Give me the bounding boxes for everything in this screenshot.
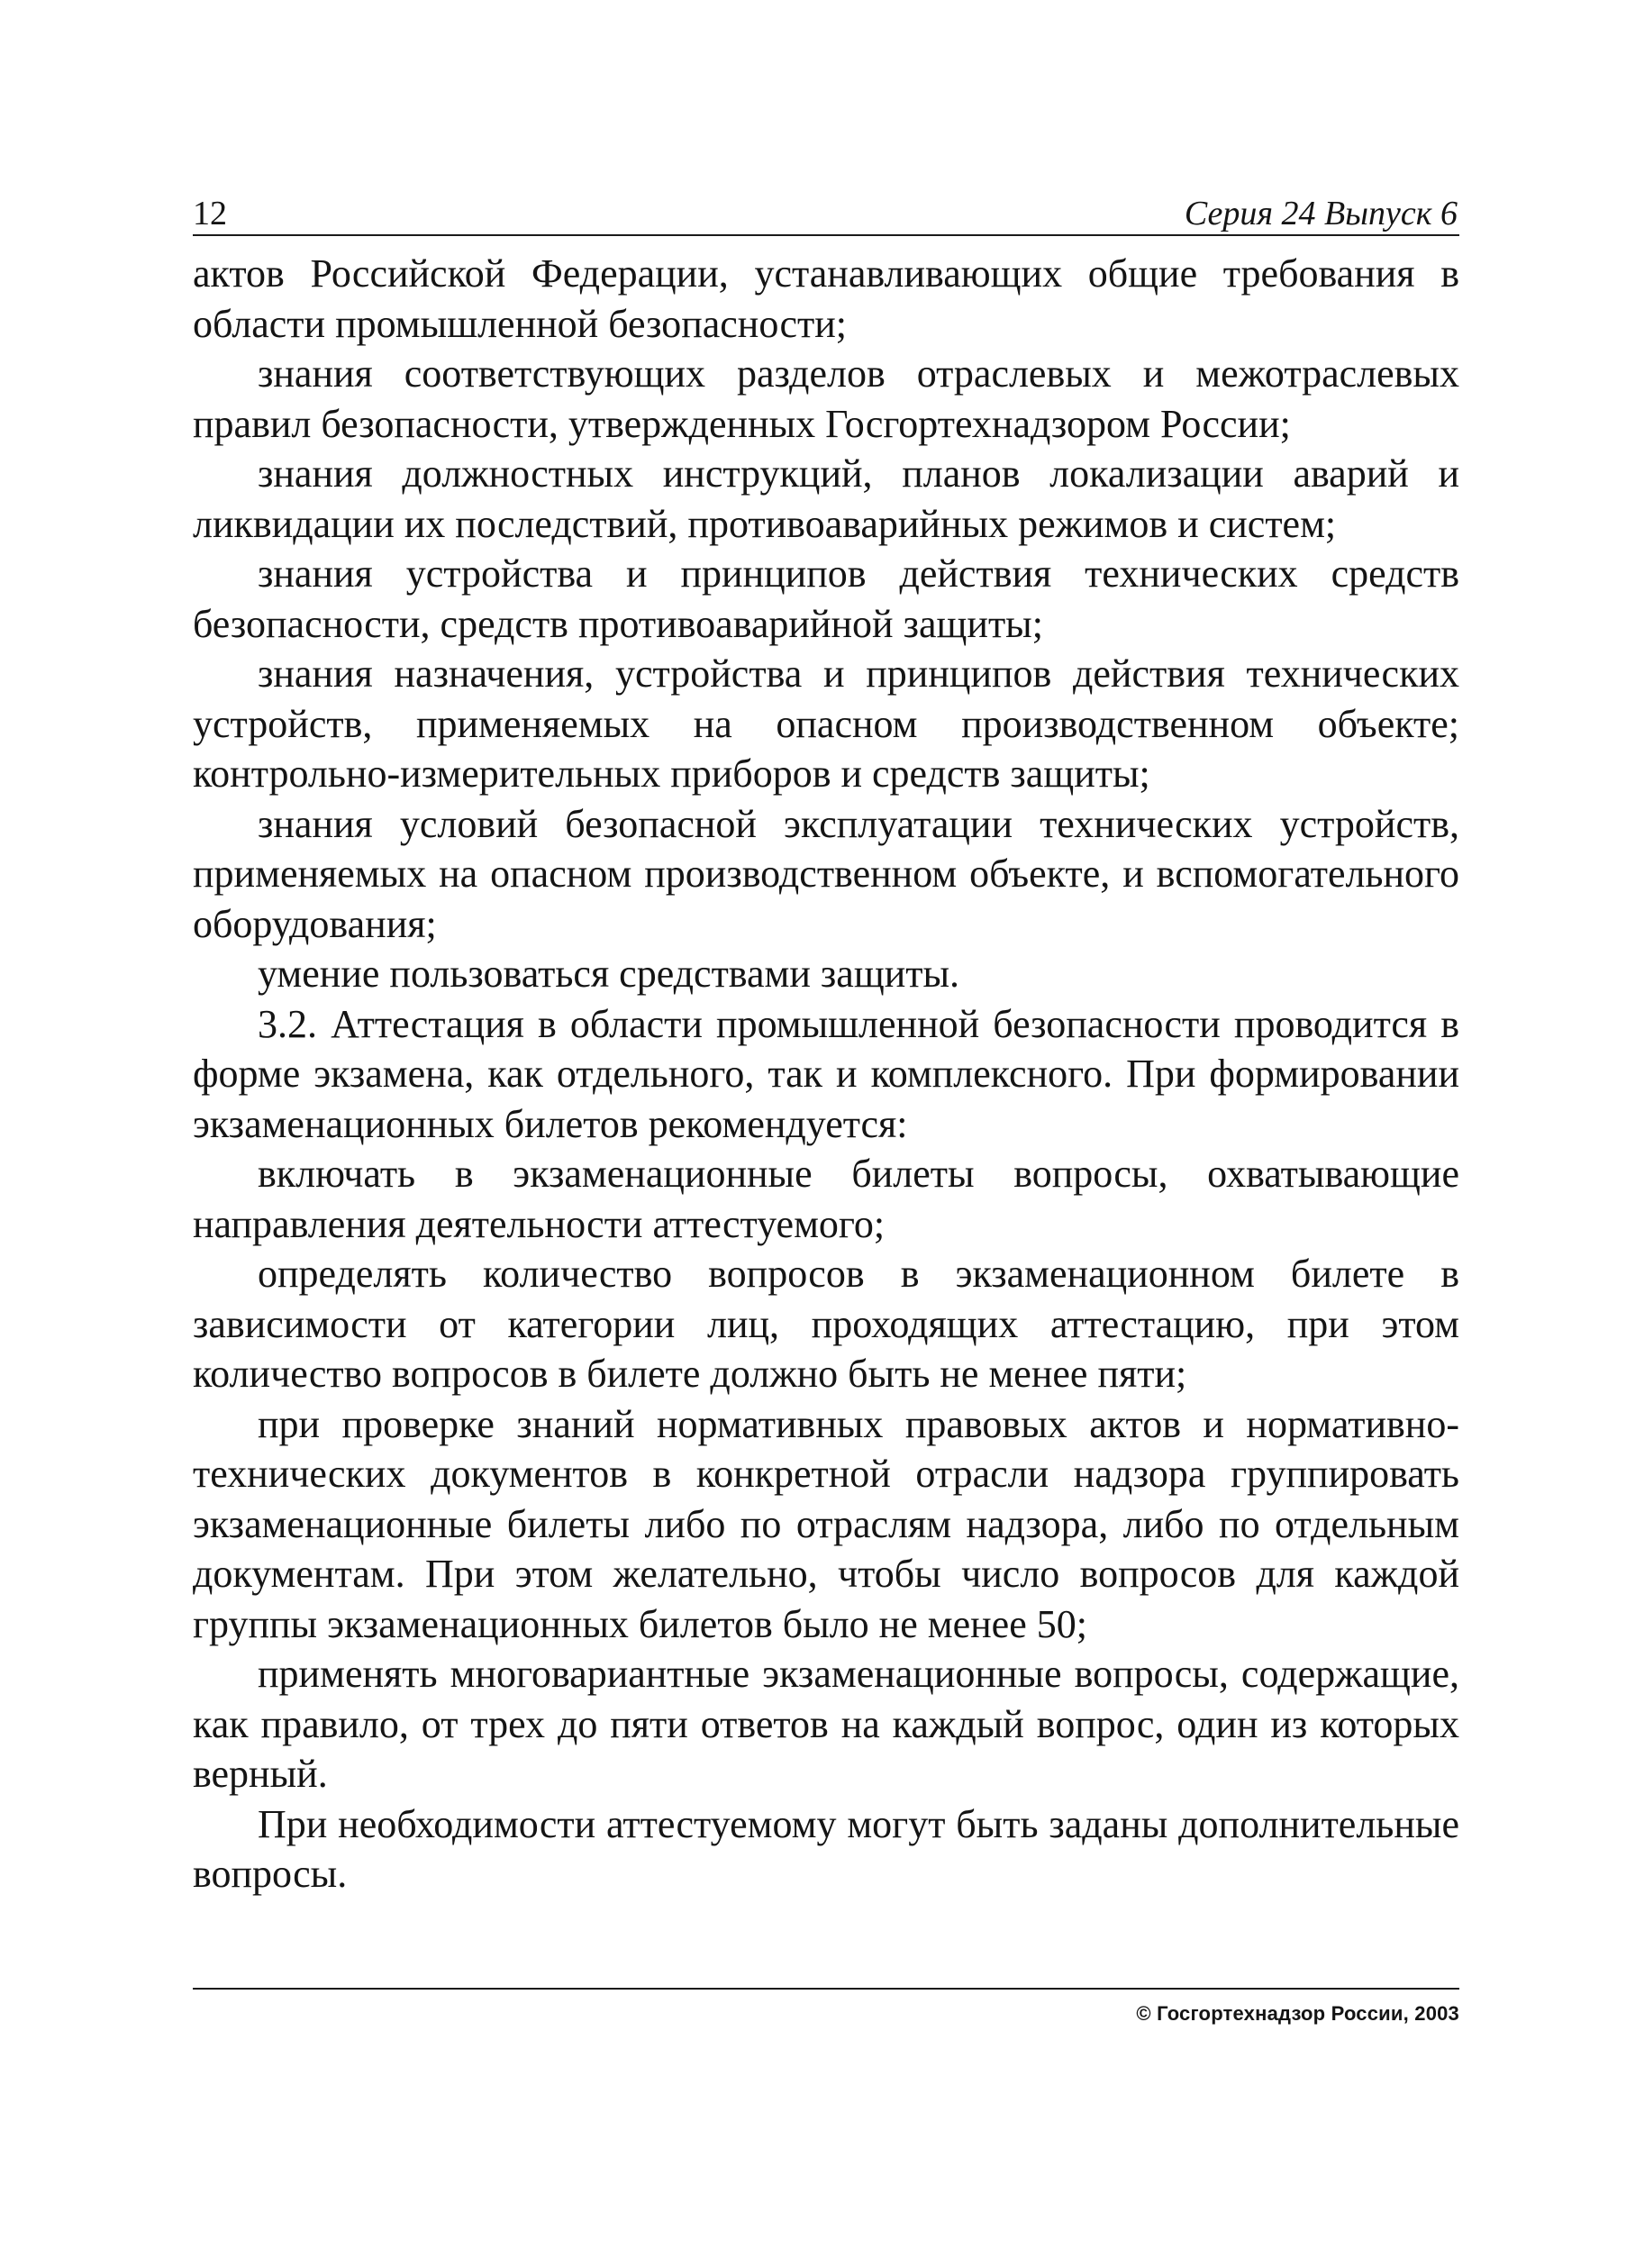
running-header: [193, 180, 1459, 236]
paragraph: актов Российской Федерации, устанавливающих общие требования в области промышленной безопасности;: [193, 251, 1459, 346]
paragraph: применять многовариантные экзаменационные вопросы, содержащие, как правило, от трех до пяти ответов на каждый вопрос, один из которых верный.: [193, 1652, 1459, 1796]
paragraph: знания устройства и принципов действия технических средств безопасности, средств противоаварийной защиты;: [193, 551, 1459, 646]
footer-divider: [193, 1988, 1459, 1990]
paragraph: знания назначения, устройства и принципов действия технических устройств, применяемых на опасном производственном объекте; контрольно-измерительных приборов и средств защиты;: [193, 651, 1459, 796]
paragraph: знания условий безопасной эксплуатации технических устройств, применяемых на опасном производственном объекте, и вспомогательного оборудования;: [193, 801, 1459, 946]
paragraph: при проверке знаний нормативных правовых актов и нормативно-технических документов в конкретной отрасли надзора группировать экзаменационные билеты либо по отраслям надзора, либо по отдельным документам. При этом желательно, чтобы число вопросов для каждой группы экзаменационных билетов было не менее 50;: [193, 1401, 1459, 1646]
paragraph: При необходимости аттестуемому могут быть заданы дополнительные вопросы.: [193, 1801, 1459, 1896]
body-text: [193, 249, 1459, 1899]
paragraph: 3.2. Аттестация в области промышленной безопасности проводится в форме экзамена, как отдельного, так и комплексного. При формировании экзаменационных билетов рекомендуется:: [193, 1001, 1459, 1146]
paragraph: включать в экзаменационные билеты вопросы, охватывающие направления деятельности аттестуемого;: [193, 1152, 1459, 1246]
page-number: 12: [193, 195, 227, 232]
page-footer: [193, 1988, 1459, 2026]
paragraph: знания должностных инструкций, планов локализации аварий и ликвидации их последствий, противоаварийных режимов и систем;: [193, 451, 1459, 546]
paragraph: знания соответствующих разделов отраслевых и межотраслевых правил безопасности, утвержденных Госгортехнадзором России;: [193, 351, 1459, 446]
copyright-notice: © Госгортехнадзор России, 2003: [1136, 2002, 1459, 2025]
paragraph: умение пользоваться средствами защиты.: [258, 952, 960, 996]
series-title: Серия 24 Выпуск 6: [1184, 195, 1458, 232]
page: [193, 180, 1459, 1899]
paragraph: определять количество вопросов в экзаменационном билете в зависимости от категории лиц, проходящих аттестацию, при этом количество вопросов в билете должно быть не менее пяти;: [193, 1252, 1459, 1396]
